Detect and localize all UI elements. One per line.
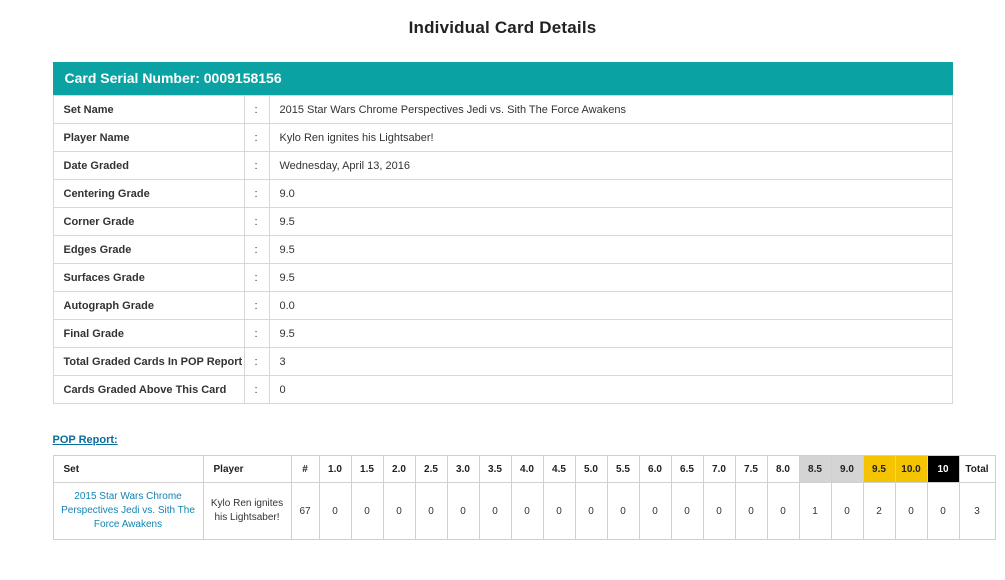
pop-card-number: 67 [291,483,319,540]
table-row [53,483,995,540]
detail-colon: : [244,152,269,180]
detail-value: 0 [269,376,952,404]
detail-label: Player Name [53,124,244,152]
column-header-grade-1-0: 1.0 [319,456,351,483]
pop-count-1-0: 0 [319,483,351,540]
table-row [53,152,952,180]
detail-label: Corner Grade [53,208,244,236]
column-header-grade-black-10: 10 [927,456,959,483]
pop-count-2-5: 0 [415,483,447,540]
pop-report-table [53,455,996,540]
pop-count-3-5: 0 [479,483,511,540]
table-row [53,236,952,264]
page-root [0,18,1005,580]
pop-set-name-link[interactable]: 2015 Star Wars Chrome Perspectives Jedi vs. Sith The Force Awakens [61,491,195,530]
table-row [53,264,952,292]
detail-label: Surfaces Grade [53,264,244,292]
pop-count-3-0: 0 [447,483,479,540]
detail-value: 9.5 [269,320,952,348]
column-header-grade-7-5: 7.5 [735,456,767,483]
pop-count-5-5: 0 [607,483,639,540]
table-row [53,96,952,124]
column-header-number: # [291,456,319,483]
column-header-grade-3-0: 3.0 [447,456,479,483]
detail-value: 9.5 [269,264,952,292]
detail-value: 3 [269,348,952,376]
detail-colon: : [244,320,269,348]
pop-count-9-0: 0 [831,483,863,540]
detail-value: Kylo Ren ignites his Lightsaber! [269,124,952,152]
detail-colon: : [244,348,269,376]
column-header-grade-1-5: 1.5 [351,456,383,483]
column-header-grade-4-5: 4.5 [543,456,575,483]
column-header-grade-9-0: 9.0 [831,456,863,483]
detail-label: Cards Graded Above This Card [53,376,244,404]
page-title: Individual Card Details [408,18,597,37]
detail-colon: : [244,96,269,124]
column-header-grade-8-0: 8.0 [767,456,799,483]
detail-value: Wednesday, April 13, 2016 [269,152,952,180]
detail-label: Autograph Grade [53,292,244,320]
column-header-grade-7-0: 7.0 [703,456,735,483]
detail-colon: : [244,292,269,320]
column-header-grade-6-5: 6.5 [671,456,703,483]
detail-label: Centering Grade [53,180,244,208]
table-row [53,292,952,320]
column-header-grade-10-0: 10.0 [895,456,927,483]
column-header-grade-2-0: 2.0 [383,456,415,483]
detail-colon: : [244,264,269,292]
column-header-grade-5-5: 5.5 [607,456,639,483]
detail-colon: : [244,180,269,208]
pop-report-header-row [53,456,995,483]
pop-player-name: Kylo Ren ignites his Lightsaber! [203,483,291,540]
content-container [52,38,989,540]
column-header-grade-3-5: 3.5 [479,456,511,483]
pop-count-6-5: 0 [671,483,703,540]
column-header-total: Total [959,456,995,483]
detail-value: 0.0 [269,292,952,320]
pop-count-9-5: 2 [863,483,895,540]
column-header-set: Set [53,456,203,483]
column-header-grade-9-5: 9.5 [863,456,895,483]
detail-colon: : [244,236,269,264]
detail-label: Total Graded Cards In POP Report [53,348,244,376]
column-header-player: Player [203,456,291,483]
pop-count-1-5: 0 [351,483,383,540]
pop-count-8-0: 0 [767,483,799,540]
detail-colon: : [244,208,269,236]
pop-count-8-5: 1 [799,483,831,540]
column-header-grade-5-0: 5.0 [575,456,607,483]
table-row [53,124,952,152]
column-header-grade-4-0: 4.0 [511,456,543,483]
card-serial-number-bar: Card Serial Number: 0009158156 [53,62,953,95]
detail-value: 9.0 [269,180,952,208]
table-row [53,180,952,208]
detail-value: 2015 Star Wars Chrome Perspectives Jedi vs. Sith The Force Awakens [269,96,952,124]
pop-count-6-0: 0 [639,483,671,540]
pop-count-4-5: 0 [543,483,575,540]
pop-count-10-0: 0 [895,483,927,540]
pop-report-link[interactable]: POP Report: [52,434,118,446]
detail-value: 9.5 [269,236,952,264]
pop-count-4-0: 0 [511,483,543,540]
detail-label: Set Name [53,96,244,124]
detail-value: 9.5 [269,208,952,236]
pop-report-head [53,456,995,483]
pop-count-5-0: 0 [575,483,607,540]
table-row [53,320,952,348]
column-header-grade-8-5: 8.5 [799,456,831,483]
pop-count-black-10: 0 [927,483,959,540]
detail-label: Date Graded [53,152,244,180]
detail-colon: : [244,376,269,404]
pop-count-7-5: 0 [735,483,767,540]
pop-count-7-0: 0 [703,483,735,540]
pop-report-body [53,483,995,540]
detail-label: Edges Grade [53,236,244,264]
detail-label: Final Grade [53,320,244,348]
card-details-table [53,95,953,404]
column-header-grade-6-0: 6.0 [639,456,671,483]
detail-colon: : [244,124,269,152]
table-row [53,376,952,404]
card-details-body [53,96,952,404]
table-row [53,348,952,376]
pop-set-name[interactable] [53,483,203,540]
column-header-grade-2-5: 2.5 [415,456,447,483]
pop-total: 3 [959,483,995,540]
pop-count-2-0: 0 [383,483,415,540]
table-row [53,208,952,236]
